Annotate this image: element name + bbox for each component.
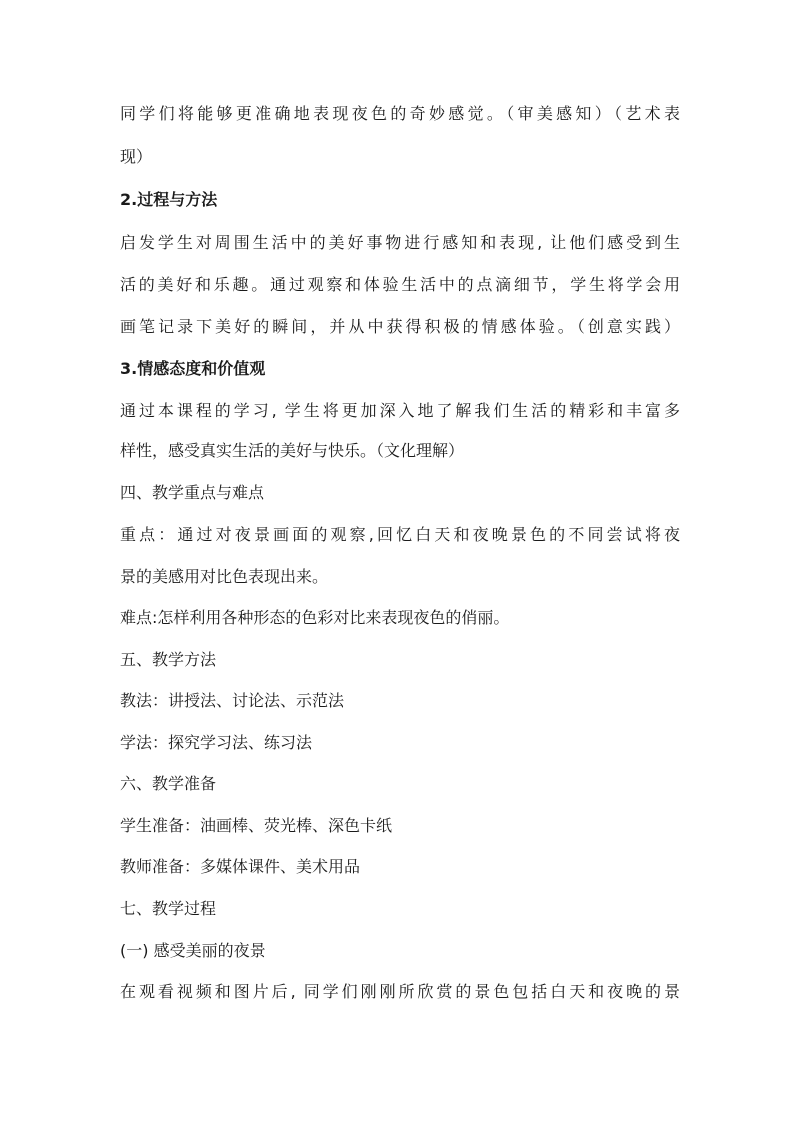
paragraph-line: 教师准备：多媒体课件、美术用品 — [120, 857, 361, 876]
section-heading: 2.过程与方法 — [120, 190, 218, 209]
paragraph-line: 学法：探究学习法、练习法 — [120, 733, 313, 752]
section-heading: 四、教学重点与难点 — [120, 483, 265, 502]
paragraph-line: 同学们将能够更准确地表现夜色的奇妙感觉。（审美感知）（艺术表 — [120, 104, 680, 123]
paragraph-line: 启发学生对周围生活中的美好事物进行感知和表现, 让他们感受到生 — [120, 233, 680, 252]
paragraph-line: 景的美感用对比色表现出来。 — [120, 567, 329, 586]
subsection-heading: (一) 感受美丽的夜景 — [120, 941, 266, 960]
section-heading: 七、教学过程 — [120, 899, 217, 918]
paragraph-line: 教法：讲授法、讨论法、示范法 — [120, 691, 345, 710]
paragraph-line: 画笔记录下美好的瞬间，并从中获得积极的情感体验。（创意实践） — [120, 317, 680, 336]
paragraph-line: 难点:怎样利用各种形态的色彩对比来表现夜色的俏丽。 — [120, 608, 510, 627]
section-heading: 六、教学准备 — [120, 774, 217, 793]
paragraph-line: 样性，感受真实生活的美好与快乐。（文化理解） — [120, 441, 465, 460]
paragraph-line: 重点：通过对夜景画面的观察,回忆白天和夜晚景色的不同尝试将夜 — [120, 525, 680, 544]
paragraph-line: 学生准备：油画棒、荧光棒、深色卡纸 — [120, 816, 393, 835]
section-heading: 五、教学方法 — [120, 650, 217, 669]
paragraph-line: 在观看视频和图片后, 同学们刚刚所欣赏的景色包括白天和夜晚的景 — [120, 982, 680, 1001]
paragraph-line: 现） — [120, 147, 153, 166]
paragraph-line: 活的美好和乐趣。通过观察和体验生活中的点滴细节，学生将学会用 — [120, 275, 680, 294]
paragraph-line: 通过本课程的学习, 学生将更加深入地了解我们生活的精彩和丰富多 — [120, 401, 680, 420]
section-heading: 3.情感态度和价值观 — [120, 359, 266, 378]
